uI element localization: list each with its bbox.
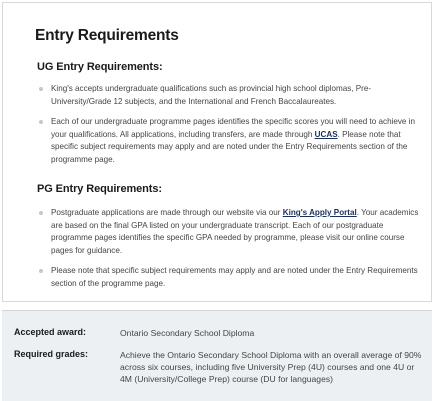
ug-bullet-1-text: King's accepts undergraduate qualifications such as provincial high school diplomas, Pre-University/Grade 12 subjects, and the International and French Baccalaureates. bbox=[51, 84, 372, 106]
required-grades-value: Achieve the Ontario Secondary School Diploma with an overall average of 90% across six courses, including five University Prep (4U) courses and one 4U or 4M (University/College Prep) course (DU for languages) bbox=[120, 350, 422, 384]
ug-heading: UG Entry Requirements: bbox=[37, 61, 163, 73]
list-item bbox=[39, 265, 419, 290]
award-info-panel bbox=[2, 310, 432, 401]
entry-requirements-card bbox=[2, 2, 432, 302]
accepted-award-label: Accepted award: bbox=[14, 327, 87, 337]
kings-apply-portal-link[interactable]: King's Apply Portal bbox=[282, 208, 357, 217]
pg-bullet-2-text: Please note that specific subject requirements may apply and are noted under the Entry Requirements section of the programme page. bbox=[51, 266, 418, 288]
ug-bullet-2-text-end: . Please note that specific subject requirements may apply and are noted under the Entry Requirements section of the programme page. bbox=[51, 129, 408, 164]
page-title: Entry Requirements bbox=[35, 27, 179, 44]
pg-bullet-1-text-start: Postgraduate applications are made through our website via our bbox=[51, 208, 283, 217]
ug-list bbox=[39, 83, 419, 166]
ug-bullet-2-text-start: Each of our undergraduate programme pages identifies the specific scores you will need to achieve in your qualifications. All applications, including transfers, are made through bbox=[51, 117, 415, 139]
required-grades-label: Required grades: bbox=[14, 349, 89, 359]
list-item bbox=[39, 116, 419, 166]
accepted-award-value: Ontario Secondary School Diploma bbox=[120, 328, 255, 338]
pg-list bbox=[39, 207, 419, 290]
pg-heading: PG Entry Requirements: bbox=[37, 183, 162, 195]
list-item bbox=[39, 83, 419, 108]
pg-bullet-1-text-end: . Your academics are based on the final GPA listed on your undergraduate transcript. Each of our postgraduate programme pages identifies the specific GPA needed by programme, please visit our online course pages for guidance. bbox=[51, 208, 419, 255]
list-item bbox=[39, 207, 419, 257]
ucas-link[interactable]: UCAS bbox=[314, 129, 338, 139]
